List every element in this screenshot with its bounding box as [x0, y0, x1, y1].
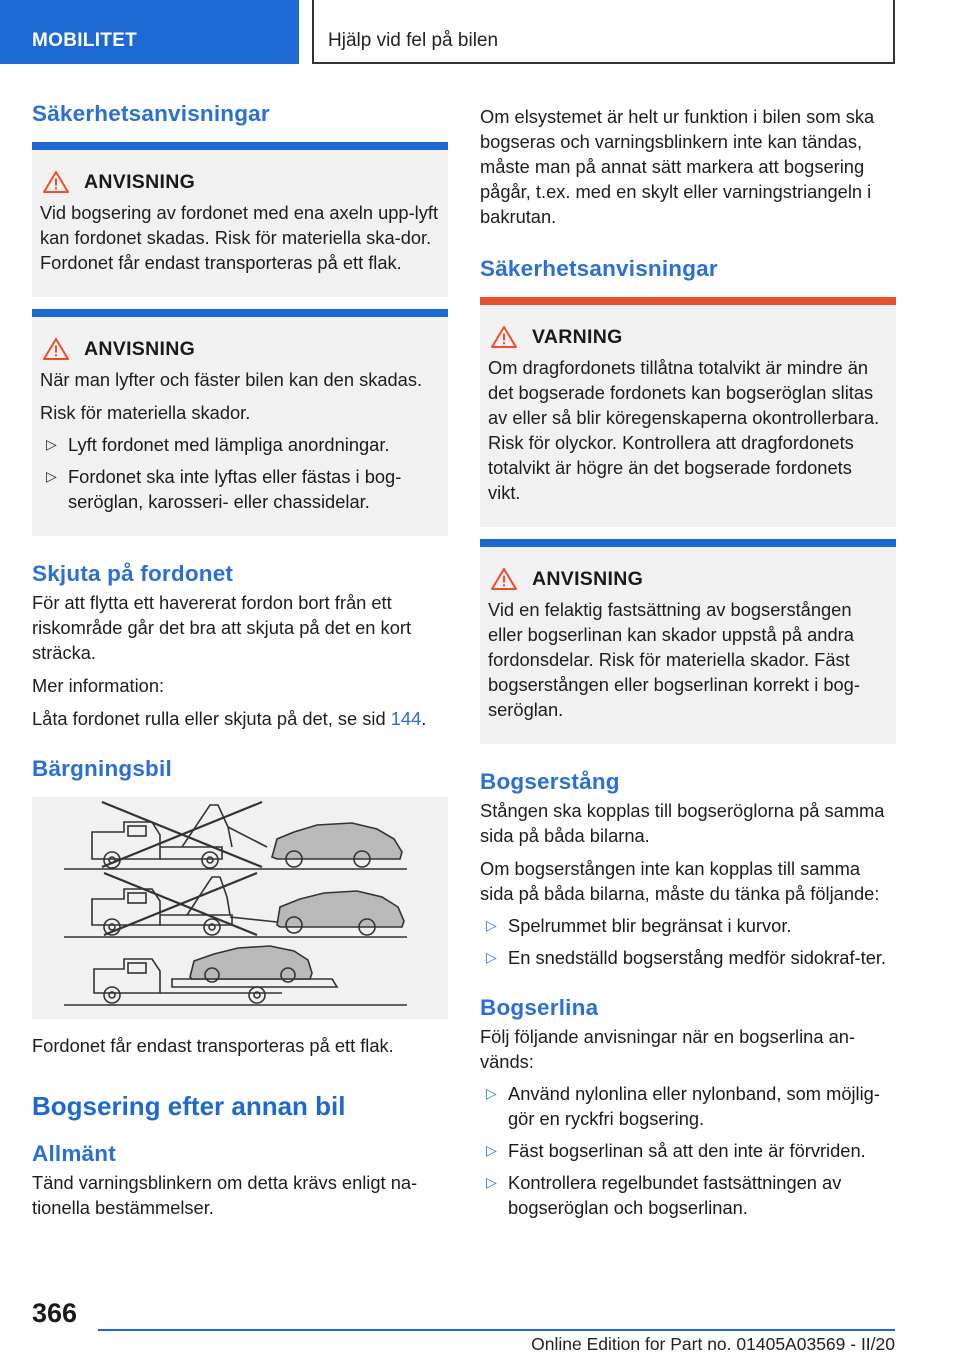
list-item	[480, 913, 896, 938]
list-item-text: Spelrummet blir begränsat i kurvor.	[508, 915, 792, 936]
warning-label: VARNING	[532, 325, 623, 348]
triangle-right-icon: ▷	[486, 949, 497, 965]
triangle-right-icon: ▷	[46, 468, 57, 484]
heading-tow-truck: Bärgningsbil	[32, 756, 172, 781]
page-number: 366	[32, 1298, 78, 1328]
figure-caption: Fordonet får endast transporteras på ett flak.	[32, 1035, 394, 1056]
header-section-label: MOBILITET	[32, 30, 138, 51]
general-text: Tänd varningsblinkern om detta krävs enligt na-tionella bestämmelser.	[32, 1172, 418, 1218]
heading-general: Allmänt	[32, 1141, 116, 1166]
list-item-text: Fäst bogserlinan så att den inte är förvriden.	[508, 1140, 866, 1161]
heading-safety-instructions: Säkerhetsanvisningar	[32, 101, 270, 126]
notice-box-1	[32, 142, 448, 297]
notice-label: ANVISNING	[532, 567, 644, 590]
tow-rope-bullet-list	[480, 1081, 896, 1220]
notice-bullet-list	[40, 432, 440, 514]
notice-box-2	[32, 309, 448, 536]
warning-triangle-icon	[42, 170, 70, 194]
push-text: För att flytta ett havererat fordon bort från ett riskområde går det bra att skjuta på det en kort sträcka.	[32, 592, 412, 663]
roll-text-end: .	[421, 708, 427, 729]
warning-box-title	[488, 325, 888, 349]
notice-box-3	[480, 539, 896, 744]
notice-text: Risk för materiella skador.	[40, 402, 251, 423]
notice-label: ANVISNING	[84, 170, 196, 193]
list-item	[480, 1138, 896, 1163]
warning-box	[480, 297, 896, 527]
triangle-right-icon: ▷	[46, 436, 57, 452]
heading-safety-instructions: Säkerhetsanvisningar	[480, 256, 718, 281]
tow-bar-bullet-list	[480, 913, 896, 970]
list-item	[480, 1081, 896, 1131]
notice-text: Vid en felaktig fastsättning av bogserstången eller bogserlinan kan skador uppstå på andra fordonsdelar. Risk för materiella skador. Fäst bogserstången eller bogserlinan korrekt i bog-seröglan.	[488, 599, 860, 720]
notice-label: ANVISNING	[84, 337, 196, 360]
header-chapter-label: Hjälp vid fel på bilen	[328, 30, 499, 51]
footer-edition: Online Edition for Part no. 01405A03569 - II/20	[531, 1334, 895, 1354]
right-column	[480, 104, 896, 1220]
roll-text-body: Låta fordonet rulla eller skjuta på det, se sid	[32, 708, 386, 729]
tow-bar-text-1: Stången ska kopplas till bogseröglorna på samma sida på båda bilarna.	[480, 800, 885, 846]
heading-push-vehicle: Skjuta på fordonet	[32, 561, 234, 586]
footer-divider	[98, 1329, 895, 1331]
list-item-text: Kontrollera regelbundet fastsättningen av bogseröglan och bogserlinan.	[508, 1172, 842, 1218]
list-item-text: En snedställd bogserstång medför sidokraf-ter.	[508, 947, 887, 968]
page-reference-link[interactable]: 144	[390, 708, 422, 729]
roll-text	[32, 706, 448, 731]
intro-text: Om elsystemet är helt ur funktion i bilen som ska bogseras och varningsblinkern inte kan tändas, måste man på annat sätt markera att bogsering pågår, t.ex. med en skylt eller varningstriangeln i bakrutan.	[480, 106, 875, 227]
list-item-text: Lyft fordonet med lämpliga anordningar.	[68, 434, 390, 455]
heading-tow-rope: Bogserlina	[480, 995, 599, 1020]
list-item-text: Fordonet ska inte lyftas eller fästas i bog-seröglan, karosseri- eller chassidelar.	[68, 466, 402, 512]
list-item	[40, 464, 440, 514]
notice-text: Vid bogsering av fordonet med ena axeln upp-lyft kan fordonet skadas. Risk för materiella ska-dor. Fordonet får endast transporteras på ett flak.	[40, 202, 439, 273]
notice-box-2-title	[40, 337, 440, 361]
header-chapter	[312, 0, 895, 64]
more-info-text: Mer information:	[32, 675, 165, 696]
header-section	[0, 0, 299, 64]
list-item	[480, 945, 896, 970]
tow-truck-drawing	[32, 797, 448, 1019]
heading-tow-bar: Bogserstång	[480, 769, 620, 794]
list-item	[480, 1170, 896, 1220]
left-column	[32, 100, 448, 1220]
triangle-right-icon: ▷	[486, 917, 497, 933]
list-item-text: Använd nylonlina eller nylonband, som möjlig-gör en ryckfri bogsering.	[508, 1083, 880, 1129]
triangle-right-icon: ▷	[486, 1142, 497, 1158]
warning-triangle-icon	[42, 337, 70, 361]
list-item	[40, 432, 440, 457]
triangle-right-icon: ▷	[486, 1085, 497, 1101]
notice-text: När man lyfter och fäster bilen kan den skadas.	[40, 369, 423, 390]
warning-triangle-icon	[490, 567, 518, 591]
tow-truck-illustration	[32, 797, 448, 1019]
tow-bar-text-2: Om bogserstången inte kan kopplas till samma sida på båda bilarna, måste du tänka på följande:	[480, 858, 880, 904]
notice-box-3-title	[488, 567, 888, 591]
warning-triangle-icon	[490, 325, 518, 349]
notice-box-1-title	[40, 170, 440, 194]
tow-rope-text: Följ följande anvisningar när en bogserlina an-vänds:	[480, 1026, 855, 1072]
triangle-right-icon: ▷	[486, 1174, 497, 1190]
heading-towing-by-other-car: Bogsering efter annan bil	[32, 1091, 346, 1121]
warning-text: Om dragfordonets tillåtna totalvikt är mindre än det bogserade fordonets kan bogseröglan slitas av eller så blir köregenskaperna okontrollerbara. Risk för olyckor. Kontrollera att dragfordonets totalvikt är högre än det bogserade fordonets vikt.	[488, 357, 880, 503]
